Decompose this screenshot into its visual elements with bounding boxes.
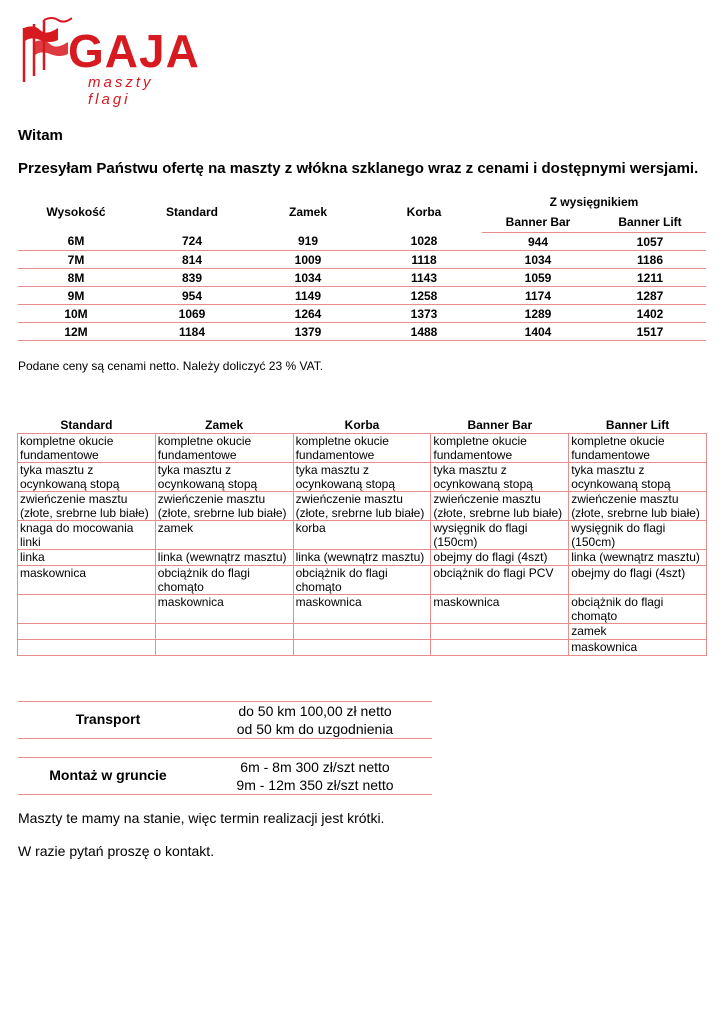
montaz-section [18, 757, 432, 795]
price-cell: 1488 [366, 323, 482, 341]
compare-cell: zwieńczenie masztu (złote, srebrne lub białe) [293, 492, 431, 521]
price-cell: 1264 [250, 305, 366, 323]
compare-cell: tyka masztu z ocynkowaną stopą [293, 463, 431, 492]
price-cell: 1211 [594, 269, 706, 287]
compare-cell: maskownica [155, 595, 293, 624]
cmp-header-banner-bar: Banner Bar [431, 417, 569, 434]
compare-cell: obejmy do flagi (4szt) [431, 550, 569, 566]
price-cell: 1028 [366, 233, 482, 251]
compare-cell: maskownica [293, 595, 431, 624]
cmp-header-korba: Korba [293, 417, 431, 434]
price-row [18, 269, 706, 287]
compare-cell: kompletne okucie fundamentowe [18, 434, 156, 463]
compare-cell: zwieńczenie masztu (złote, srebrne lub białe) [18, 492, 156, 521]
price-cell: 1402 [594, 305, 706, 323]
compare-cell: linka [18, 550, 156, 566]
price-cell: 814 [134, 251, 250, 269]
price-cell: 6M [18, 233, 134, 251]
compare-cell: linka (wewnątrz masztu) [569, 550, 707, 566]
compare-cell: tyka masztu z ocynkowaną stopą [155, 463, 293, 492]
compare-cell [293, 624, 431, 640]
compare-cell: kompletne okucie fundamentowe [569, 434, 707, 463]
cmp-header-standard: Standard [18, 417, 156, 434]
price-cell: 1287 [594, 287, 706, 305]
compare-cell [431, 624, 569, 640]
price-cell: 1009 [250, 251, 366, 269]
price-row [18, 323, 706, 341]
header-korba: Korba [406, 205, 442, 220]
price-cell: 1057 [594, 233, 706, 251]
price-cell: 9M [18, 287, 134, 305]
price-cell: 1258 [366, 287, 482, 305]
compare-row [18, 434, 707, 463]
price-cell: 839 [134, 269, 250, 287]
price-row [18, 305, 706, 323]
price-cell: 1059 [482, 269, 594, 287]
compare-cell: zwieńczenie masztu (złote, srebrne lub białe) [155, 492, 293, 521]
compare-cell: obejmy do flagi (4szt) [569, 566, 707, 595]
compare-row [18, 492, 707, 521]
compare-cell: kompletne okucie fundamentowe [155, 434, 293, 463]
price-cell: 1517 [594, 323, 706, 341]
brand-name: GAJA [68, 25, 200, 77]
price-cell: 1373 [366, 305, 482, 323]
header-zamek: Zamek [288, 205, 328, 220]
compare-cell [18, 640, 156, 656]
price-cell: 1184 [134, 323, 250, 341]
transport-section [18, 701, 432, 739]
compare-cell: obciążnik do flagi PCV [431, 566, 569, 595]
transport-line2: od 50 km do uzgodnienia [236, 721, 394, 737]
vat-note: Podane ceny są cenami netto. Należy doliczyć 23 % VAT. [18, 359, 324, 373]
compare-cell: zwieńczenie masztu (złote, srebrne lub białe) [431, 492, 569, 521]
price-cell: 1069 [134, 305, 250, 323]
header-wysokosc: Wysokość [46, 205, 106, 220]
price-cell: 10M [18, 305, 134, 323]
cmp-header-banner-lift: Banner Lift [569, 417, 707, 434]
compare-cell: linka (wewnątrz masztu) [155, 550, 293, 566]
compare-cell [18, 595, 156, 624]
price-cell: 1034 [482, 251, 594, 269]
compare-cell: kompletne okucie fundamentowe [431, 434, 569, 463]
compare-cell: tyka masztu z ocynkowaną stopą [569, 463, 707, 492]
compare-row [18, 550, 707, 566]
compare-cell: tyka masztu z ocynkowaną stopą [18, 463, 156, 492]
header-group-wysiegnik: Z wysięgnikiem [549, 195, 639, 209]
price-cell: 1186 [594, 251, 706, 269]
compare-cell [155, 624, 293, 640]
compare-cell: knaga do mocowania linki [18, 521, 156, 550]
price-table [18, 192, 706, 341]
price-row [18, 251, 706, 269]
compare-cell: maskownica [569, 640, 707, 656]
compare-row [18, 463, 707, 492]
transport-label: Transport [75, 711, 141, 727]
compare-row [18, 521, 707, 550]
transport-line1: do 50 km 100,00 zł netto [238, 703, 392, 719]
compare-cell: wysięgnik do flagi (150cm) [431, 521, 569, 550]
greeting: Witam [18, 127, 63, 144]
compare-cell: obciążnik do flagi chomąto [155, 566, 293, 595]
compare-cell: zamek [155, 521, 293, 550]
compare-cell [293, 640, 431, 656]
compare-cell [18, 624, 156, 640]
brand-tagline: maszty flagi [88, 74, 154, 108]
compare-row [18, 566, 707, 595]
closing-contact: W razie pytań proszę o kontakt. [18, 843, 215, 859]
compare-cell: maskownica [18, 566, 156, 595]
compare-cell: zamek [569, 624, 707, 640]
flags-icon [18, 14, 72, 84]
compare-cell [431, 640, 569, 656]
company-logo [18, 14, 200, 108]
price-cell: 1034 [250, 269, 366, 287]
price-cell: 1174 [482, 287, 594, 305]
compare-cell: tyka masztu z ocynkowaną stopą [431, 463, 569, 492]
price-cell: 8M [18, 269, 134, 287]
price-cell: 1379 [250, 323, 366, 341]
compare-row [18, 595, 707, 624]
compare-cell: obciążnik do flagi chomąto [569, 595, 707, 624]
montaz-line2: 9m - 12m 350 zł/szt netto [236, 777, 394, 793]
closing-stock: Maszty te mamy na stanie, więc termin realizacji jest krótki. [18, 810, 385, 826]
header-banner-bar: Banner Bar [482, 212, 594, 233]
price-cell: 1404 [482, 323, 594, 341]
price-row [18, 287, 706, 305]
compare-row [18, 640, 707, 656]
price-cell: 7M [18, 251, 134, 269]
intro-text: Przesyłam Państwu ofertę na maszty z włókna szklanego wraz z cenami i dostępnymi wersjami. [18, 160, 699, 177]
compare-row [18, 624, 707, 640]
price-cell: 724 [134, 233, 250, 251]
compare-cell: maskownica [431, 595, 569, 624]
cmp-header-zamek: Zamek [155, 417, 293, 434]
compare-cell: korba [293, 521, 431, 550]
price-cell: 944 [482, 233, 594, 251]
comparison-table [17, 417, 707, 656]
price-cell: 1149 [250, 287, 366, 305]
compare-cell: zwieńczenie masztu (złote, srebrne lub białe) [569, 492, 707, 521]
montaz-label: Montaż w gruncie [49, 767, 167, 783]
compare-cell: kompletne okucie fundamentowe [293, 434, 431, 463]
price-cell: 919 [250, 233, 366, 251]
price-cell: 954 [134, 287, 250, 305]
compare-cell [155, 640, 293, 656]
price-cell: 1289 [482, 305, 594, 323]
price-cell: 1143 [366, 269, 482, 287]
compare-cell: wysięgnik do flagi (150cm) [569, 521, 707, 550]
price-row [18, 233, 706, 251]
price-cell: 1118 [366, 251, 482, 269]
compare-cell: obciążnik do flagi chomąto [293, 566, 431, 595]
price-cell: 12M [18, 323, 134, 341]
montaz-line1: 6m - 8m 300 zł/szt netto [240, 759, 390, 775]
header-banner-lift: Banner Lift [594, 212, 706, 233]
compare-cell: linka (wewnątrz masztu) [293, 550, 431, 566]
header-standard: Standard [165, 205, 218, 220]
